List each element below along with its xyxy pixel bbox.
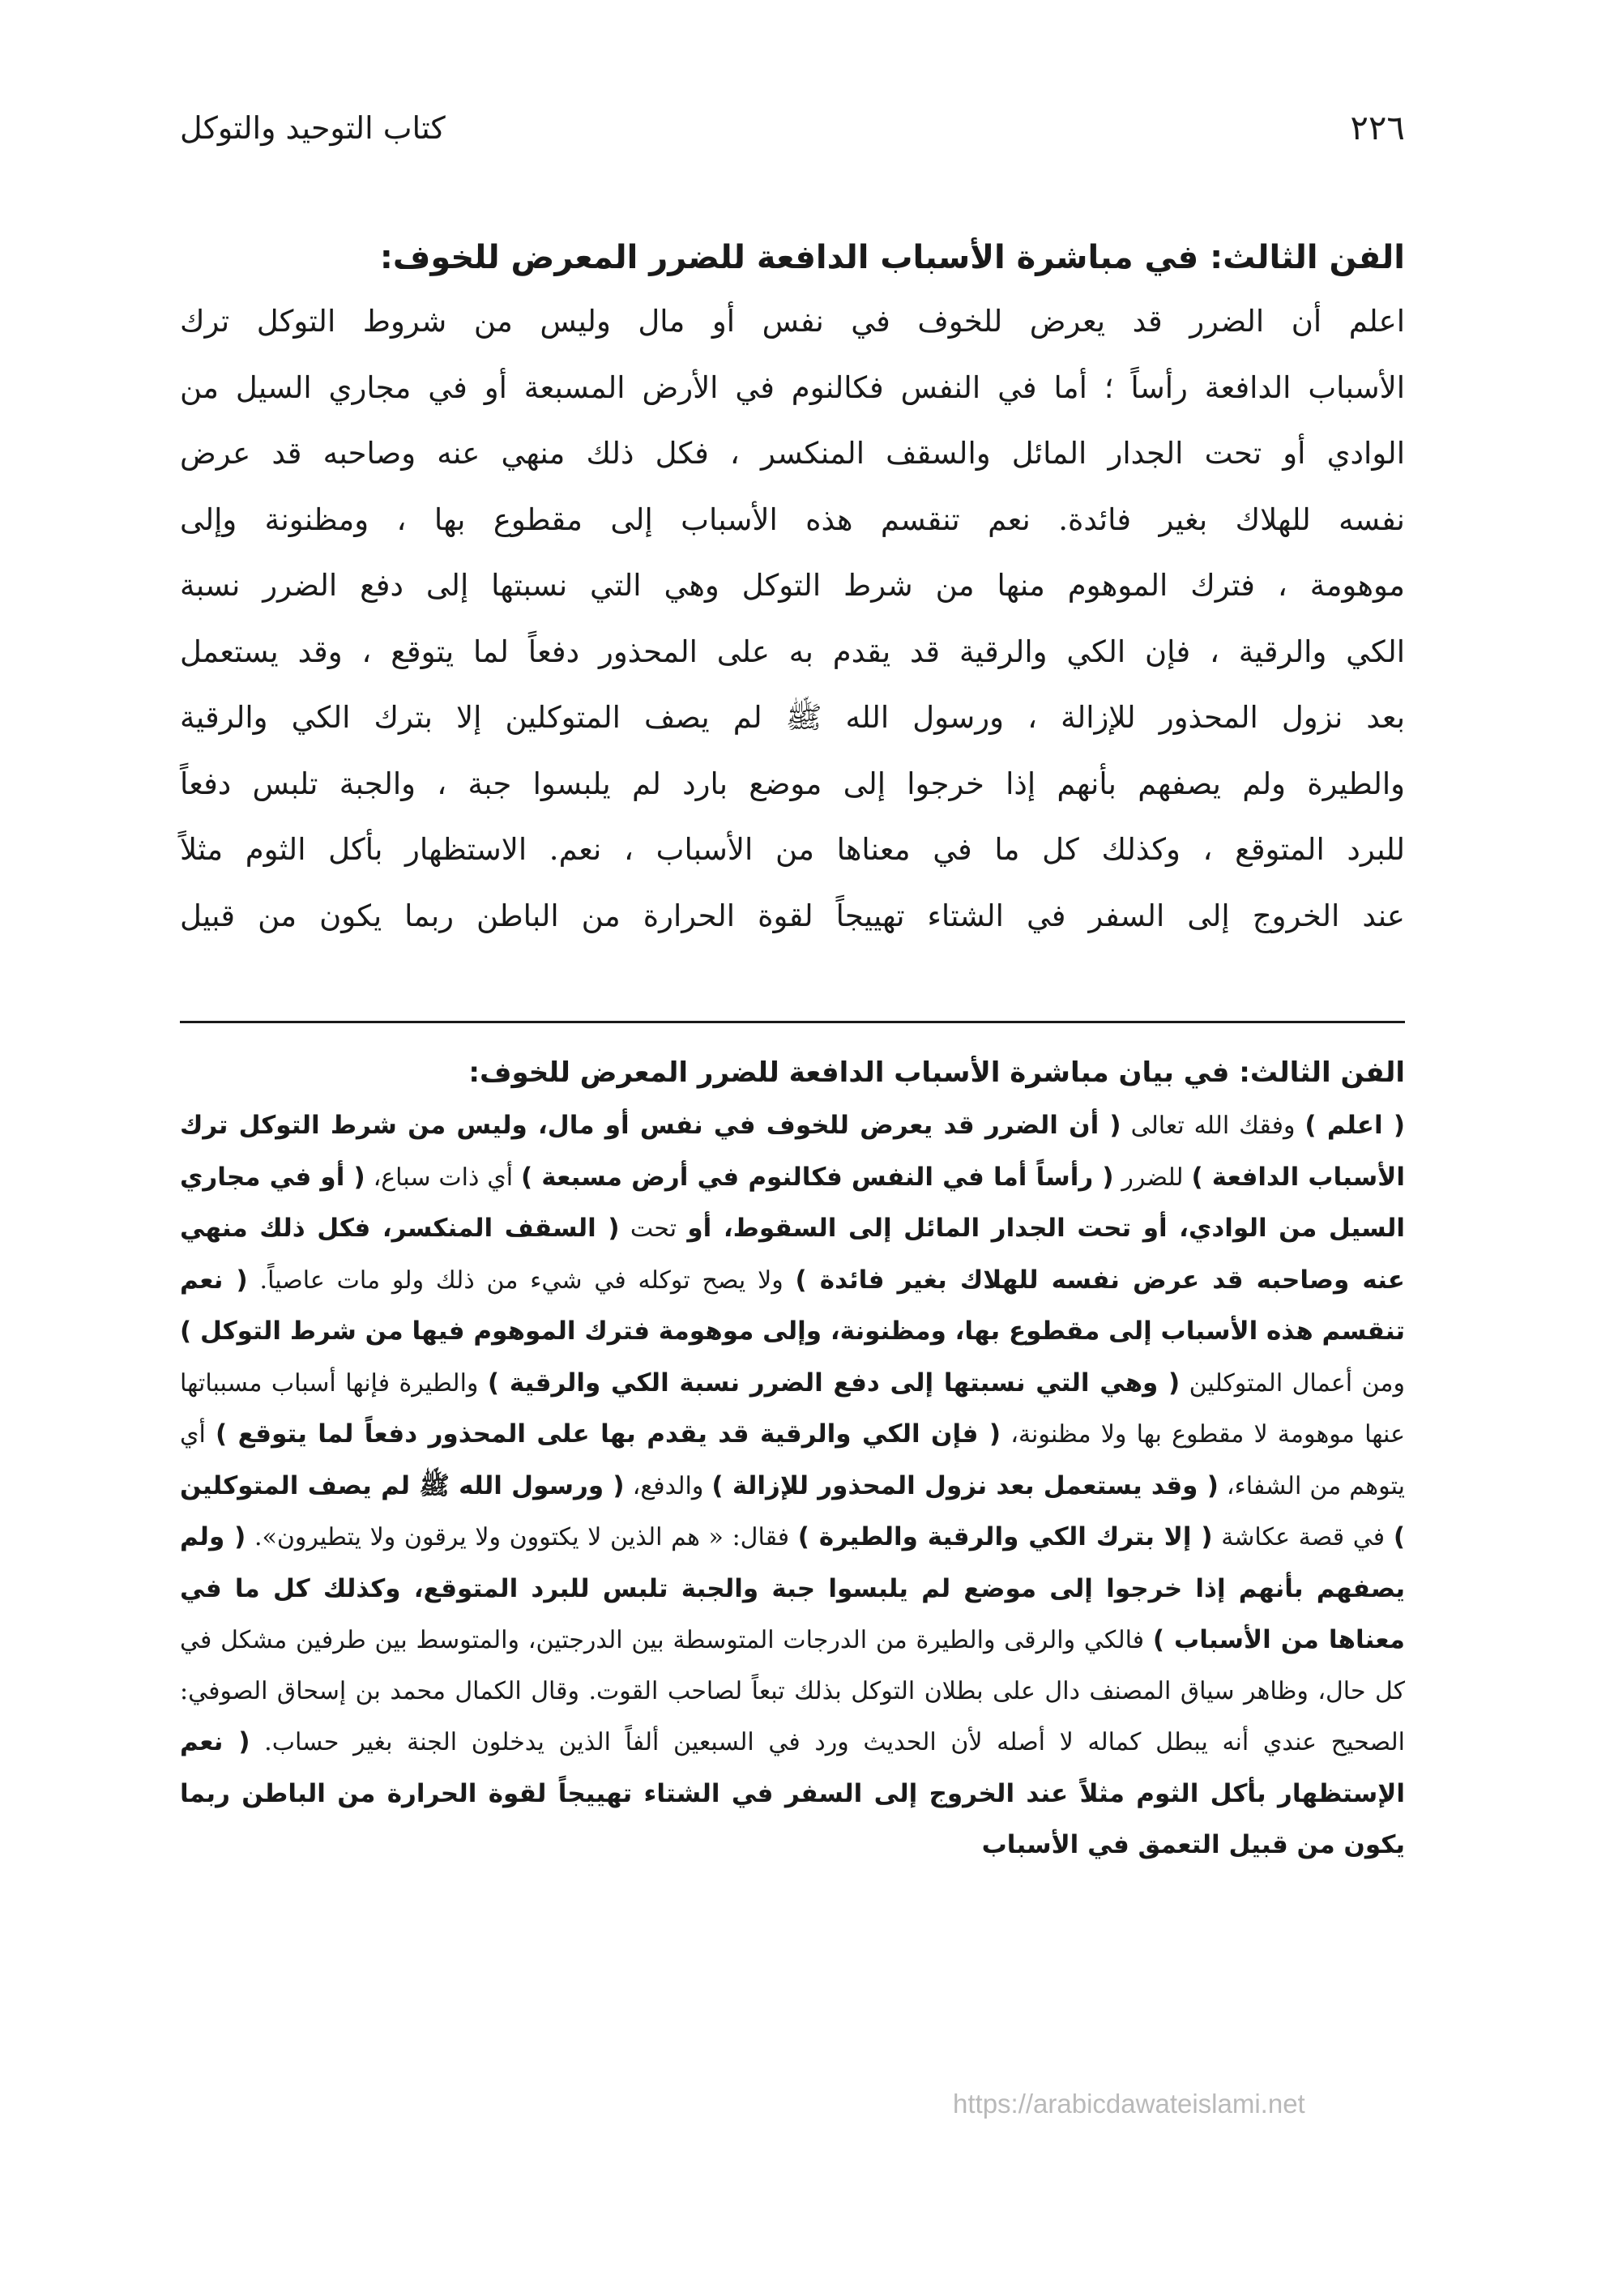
- commentary-section: [180, 1045, 1405, 1871]
- book-title: كتاب التوحيد والتوكل: [180, 110, 446, 146]
- commentary-quote: ( السقف المنكسر، فكل ذلك منهي عنه وصاحبه قد عرض نفسه للهلاك بغير فائدة ): [180, 1214, 1405, 1295]
- commentary-quote: ( نعم الإستظهار بأكل الثوم مثلاً عند الخروج إلى السفر في الشتاء تهييجاً لقوة الحرارة من الباطن ربما يكون من قبيل التعمق في الأسباب: [180, 1727, 1405, 1859]
- commentary-gloss: أي يتوهم من الشفاء،: [180, 1420, 1405, 1500]
- commentary-gloss: تحت: [619, 1214, 688, 1243]
- main-text-line: للبرد المتوقع ، وكذلك كل ما في معناها من الأسباب ، نعم. الاستظهار بأكل الثوم مثلاً: [180, 832, 1405, 867]
- commentary-quote: ( رأساً أما في النفس فكالنوم في أرض مسبعة ): [520, 1162, 1114, 1192]
- commentary-quote: ( اعلم ): [1304, 1111, 1405, 1140]
- commentary-paragraph: [180, 1100, 1405, 1871]
- commentary-gloss: للضرر: [1113, 1163, 1192, 1192]
- main-text-line: والطيرة ولم يصفهم بأنهم إذا خرجوا إلى موضع بارد لم يلبسوا جبة ، والجبة تلبس دفعاً: [180, 766, 1405, 801]
- main-text-line: اعلم أن الضرر قد يعرض للخوف في نفس أو مال وليس من شروط التوكل ترك: [180, 304, 1405, 339]
- running-header: [180, 104, 1405, 152]
- main-text-section: [180, 227, 1405, 949]
- commentary-quote: ( وهي التي نسبتها إلى دفع الضرر نسبة الكي والرقية ): [487, 1368, 1181, 1398]
- commentary-quote: ( أن الضرر قد يعرض للخوف في نفس أو مال، وليس من شرط التوكل ترك الأسباب الدافعة ): [180, 1111, 1406, 1192]
- commentary-quote: ( نعم تنقسم هذه الأسباب إلى مقطوع بها، ومظنونة، وإلى موهومة فترك الموهوم فيها من شرط التوكل ): [180, 1265, 1405, 1346]
- commentary-gloss: أي ذات سباع،: [365, 1163, 521, 1192]
- main-text-line: بعد نزول المحذور للإزالة ، ورسول الله ﷺ لم يصف المتوكلين إلا بترك الكي والرقية: [180, 700, 1405, 735]
- commentary-quote: ( أو في مجاري السيل من الوادي، أو تحت الجدار المائل إلى السقوط، أو: [180, 1162, 1405, 1243]
- main-text-line: عند الخروج إلى السفر في الشتاء تهييجاً لقوة الحرارة من الباطن ربما يكون من قبيل: [180, 898, 1405, 933]
- commentary-gloss: ومن أعمال المتوكلين: [1180, 1368, 1405, 1398]
- commentary-quote: ( ورسول الله ﷺ لم يصف المتوكلين ): [180, 1470, 1405, 1551]
- commentary-heading: الفن الثالث: في بيان مباشرة الأسباب الدافعة للضرر المعرض للخوف:: [468, 1056, 1405, 1089]
- commentary-quote: ( ولم يصفهم بأنهم إذا خرجوا إلى موضع لم يلبسوا جبة والجبة تلبس للبرد المتوقع، وكذلك كل ما في معناها من الأسباب ): [180, 1522, 1405, 1654]
- main-text-line: الكي والرقية ، فإن الكي والرقية قد يقدم به على المحذور دفعاً لما يتوقع ، وقد يستعمل: [180, 634, 1405, 669]
- commentary-gloss: في قصة عكاشة: [1212, 1523, 1394, 1551]
- main-section-heading: الفن الثالث: في مباشرة الأسباب الدافعة للضرر المعرض للخوف:: [379, 239, 1405, 276]
- main-text-line: نفسه للهلاك بغير فائدة. نعم تنقسم هذه الأسباب إلى مقطوع بها ، ومظنونة وإلى: [180, 501, 1405, 537]
- main-text-line: الأسباب الدافعة رأساً ؛ أما في النفس فكالنوم في الأرض المسبعة أو في مجاري السيل من: [180, 369, 1405, 405]
- commentary-quote: ( فإن الكي والرقية قد يقدم بها على المحذور دفعاً لما يتوقع ): [216, 1419, 1001, 1449]
- commentary-gloss: والطيرة فإنها أسباب مسبباتها عنها موهومة لا مقطوع بها ولا مظنونة،: [180, 1368, 1405, 1449]
- commentary-gloss: فالكي والرقى والطيرة من الدرجات المتوسطة بين الدرجتين، والمتوسط بين طرفين مشكل في كل حال، وظاهر سياق المصنف دال على بطلان التوكل بذلك تبعاً لصاحب القوت. وقال الكمال محمد بن إسحاق الصوفي: الصحيح عندي أنه يبطل كماله لا أصله لأن الحديث ورد في السبعين ألفاً الذين يدخلون الجنة بغير حساب.: [180, 1626, 1405, 1756]
- commentary-gloss: ولا يصح توكله في شيء من ذلك ولو مات عاصياً.: [247, 1265, 796, 1295]
- commentary-gloss: والدفع،: [624, 1471, 712, 1500]
- page-number: ٢٢٦: [1350, 108, 1405, 147]
- main-text-line: موهومة ، فترك الموهوم منها من شرط التوكل وهي التي نسبتها إلى دفع الضرر نسبة: [180, 568, 1405, 603]
- commentary-gloss: وفقك الله تعالى: [1121, 1112, 1305, 1140]
- commentary-quote: ( إلا بترك الكي والرقية والطيرة ): [797, 1522, 1213, 1551]
- main-text-line: الوادي أو تحت الجدار المائل والسقف المنكسر ، فكل ذلك منهي عنه وصاحبه قد عرض: [180, 436, 1405, 471]
- commentary-gloss: فقال: « هم الذين لا يكتوون ولا يرقون ولا يتطيرون».: [246, 1523, 798, 1551]
- watermark-url: https://arabicdawateislami.net: [953, 2089, 1305, 2119]
- section-divider: [180, 1021, 1405, 1023]
- commentary-quote: ( وقد يستعمل بعد نزول المحذور للإزالة ): [711, 1470, 1219, 1500]
